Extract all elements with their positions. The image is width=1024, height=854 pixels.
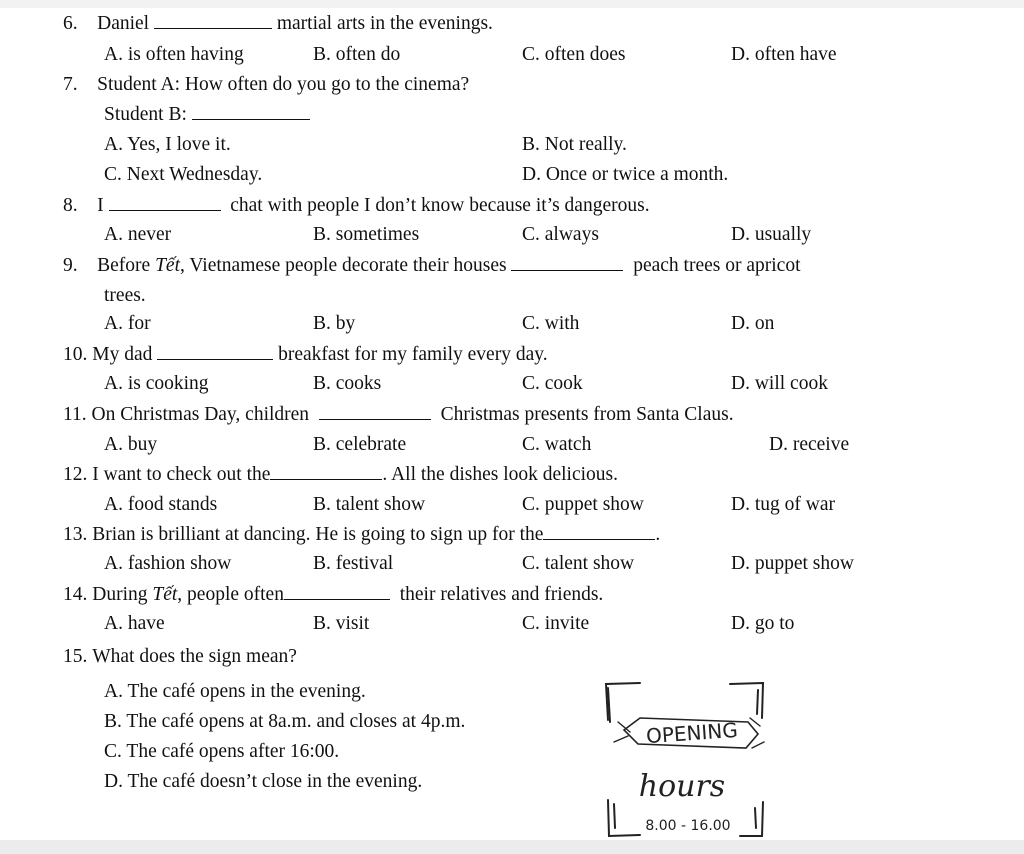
option-b: B. The café opens at 8a.m. and closes at 4p.m. — [104, 711, 466, 732]
option-b: B. sometimes — [313, 224, 420, 245]
option-a: A. fashion show — [104, 553, 232, 574]
question-number: 12. — [63, 464, 88, 485]
question-text: Student A: How often do you go to the cinema? — [97, 74, 470, 95]
question-text: Christmas presents from Santa Claus. — [440, 404, 734, 425]
answer-blank — [270, 463, 382, 480]
answer-blank — [157, 343, 273, 360]
question-text: , Vietnamese people decorate their houses — [179, 255, 507, 276]
bottom-strip — [0, 840, 1024, 854]
question-13 — [63, 523, 660, 547]
option-b: B. Not really. — [522, 134, 627, 155]
question-number: 9. — [63, 255, 78, 276]
question-text: Before — [97, 255, 151, 276]
option-c: C. cook — [522, 373, 583, 394]
option-a: A. buy — [104, 434, 158, 455]
question-number: 8. — [63, 195, 78, 216]
question-number: 13. — [63, 524, 88, 545]
question-number: 7. — [63, 74, 78, 95]
question-number: 6. — [63, 13, 78, 34]
answer-blank — [109, 194, 221, 211]
sign-opening-text: OPENING — [645, 717, 739, 749]
sign-hours-text: hours — [638, 769, 726, 804]
question-text: Student B: — [104, 104, 187, 125]
question-15 — [63, 645, 297, 669]
frame-corner-inner — [614, 804, 615, 828]
option-d: D. go to — [731, 613, 795, 634]
option-d: D. will cook — [731, 373, 828, 394]
option-c: C. often does — [522, 44, 626, 65]
question-12 — [63, 463, 618, 487]
option-c: C. The café opens after 16:00. — [104, 741, 340, 762]
option-c: C. talent show — [522, 553, 635, 574]
frame-corner-top-left — [606, 683, 640, 720]
question-text: On Christmas Day, children — [91, 404, 310, 425]
question-text: . All the dishes look delicious. — [382, 464, 619, 485]
frame-corner-inner — [757, 690, 758, 714]
question-14 — [63, 583, 603, 607]
option-a: A. food stands — [104, 494, 218, 515]
question-text: breakfast for my family every day. — [278, 344, 548, 365]
frame-corner-bottom-left — [608, 800, 640, 836]
question-text: Brian is brilliant at dancing. He is going to sign up for the — [92, 524, 544, 545]
option-d: D. often have — [731, 44, 837, 65]
answer-blank — [192, 103, 310, 120]
answer-blank — [511, 254, 623, 271]
frame-corner-bottom-right — [740, 802, 763, 836]
question-text: , people often — [177, 584, 284, 605]
question-7-line-2 — [104, 103, 310, 127]
question-text: My dad — [92, 344, 153, 365]
option-a: A. never — [104, 224, 172, 245]
answer-blank — [154, 12, 272, 29]
question-number: 11. — [63, 404, 87, 425]
question-8 — [63, 194, 650, 218]
question-9-continued: trees. — [104, 285, 146, 306]
question-11 — [63, 403, 734, 427]
question-text: their relatives and friends. — [399, 584, 604, 605]
question-number: 10. — [63, 344, 88, 365]
question-text: chat with people I don’t know because it’s dangerous. — [230, 195, 650, 216]
question-text: . — [655, 524, 661, 545]
answer-blank — [284, 583, 390, 600]
option-a: A. Yes, I love it. — [104, 134, 231, 155]
option-b: B. visit — [313, 613, 370, 634]
option-b: B. often do — [313, 44, 401, 65]
question-text: I — [97, 195, 104, 216]
question-number: 15. — [63, 646, 88, 667]
option-d: D. tug of war — [731, 494, 835, 515]
sign-time-text: 8.00 - 16.00 — [645, 818, 731, 834]
tet-word: Tết — [152, 584, 178, 605]
option-d: D. The café doesn’t close in the evening. — [104, 771, 423, 792]
question-text: What does the sign mean? — [92, 646, 297, 667]
answer-blank — [543, 523, 655, 540]
option-d: D. on — [731, 313, 775, 334]
question-9 — [63, 254, 801, 278]
question-text: peach trees or apricot — [633, 255, 801, 276]
option-b: B. festival — [313, 553, 394, 574]
option-b: B. cooks — [313, 373, 382, 394]
option-c: C. Next Wednesday. — [104, 164, 263, 185]
option-d: D. Once or twice a month. — [522, 164, 729, 185]
option-d: D. usually — [731, 224, 812, 245]
question-text: I want to check out the — [92, 464, 271, 485]
option-d: D. puppet show — [731, 553, 854, 574]
option-a: A. is cooking — [104, 373, 209, 394]
option-b: B. celebrate — [313, 434, 407, 455]
option-d: D. receive — [769, 434, 850, 455]
option-c: C. with — [522, 313, 580, 334]
question-7 — [63, 73, 469, 97]
question-text: Daniel — [97, 13, 150, 34]
option-a: A. for — [104, 313, 151, 334]
option-c: C. puppet show — [522, 494, 644, 515]
option-c: C. invite — [522, 613, 590, 634]
answer-blank — [319, 403, 431, 420]
frame-corner-inner — [755, 808, 756, 828]
option-a: A. is often having — [104, 44, 244, 65]
option-c: C. watch — [522, 434, 592, 455]
question-number: 14. — [63, 584, 88, 605]
option-b: B. by — [313, 313, 356, 334]
option-b: B. talent show — [313, 494, 426, 515]
option-c: C. always — [522, 224, 599, 245]
option-a: A. have — [104, 613, 165, 634]
option-a: A. The café opens in the evening. — [104, 681, 366, 702]
question-text: During — [92, 584, 148, 605]
question-10 — [63, 343, 548, 367]
question-6 — [63, 12, 493, 36]
question-text: martial arts in the evenings. — [276, 13, 493, 34]
tet-word: Tết — [155, 255, 180, 276]
opening-hours-sign — [600, 678, 770, 844]
